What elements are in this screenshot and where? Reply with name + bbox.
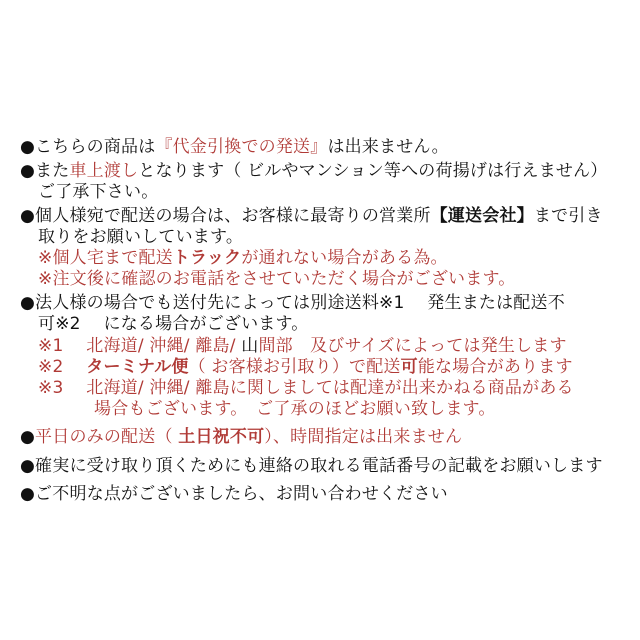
carrier-highlight: 【運送会社】 xyxy=(430,206,534,226)
notice-text: は出来ません。 xyxy=(327,137,449,157)
possible-highlight: 可 xyxy=(400,357,418,377)
note-3-row xyxy=(38,377,574,399)
notice-cod xyxy=(20,136,449,158)
notice-text: 法人様の場合でも送付先によっては別途送料※1 発生または配送不 xyxy=(35,293,565,313)
note-text: 山 xyxy=(241,336,259,356)
note-text: が通れない場合がある為。 xyxy=(241,248,448,268)
notice-text: 平日のみの配送（ xyxy=(35,427,179,447)
note-3-row-cont xyxy=(94,398,496,420)
notice-text: ）、時間指定は出来ません xyxy=(264,427,463,447)
note-text: ※個人宅まで配送 xyxy=(38,248,173,268)
notice-text: また xyxy=(35,161,70,181)
notice-text: こちらの商品は xyxy=(35,137,156,157)
weekend-highlight: 土日祝不可 xyxy=(178,427,265,447)
terminal-highlight: ターミナル便 xyxy=(86,357,189,377)
notice-contact xyxy=(20,483,448,505)
bullet-icon: ● xyxy=(20,484,36,504)
note-text: ※注文後に確認のお電話をさせていただく場合がございます。 xyxy=(38,269,516,289)
bullet-icon: ● xyxy=(20,161,36,181)
notice-phone xyxy=(20,455,603,477)
bullet-icon: ● xyxy=(20,137,36,157)
bullet-icon: ● xyxy=(20,293,36,313)
note-text: 能な場合があります xyxy=(417,357,573,377)
notice-individual xyxy=(20,205,603,227)
note-text: 場合もございます。 ご了承のほどお願い致します。 xyxy=(94,399,496,419)
bullet-icon: ● xyxy=(20,427,36,447)
notice-text: となります（ ビルやマンション等への荷揚げは行えません） xyxy=(138,161,608,181)
notice-curbside xyxy=(20,160,608,182)
note-text: ※3 北海道/ 沖縄/ 離島に関しましては配達が出来かねる商品がある xyxy=(38,378,574,398)
notice-individual-cont xyxy=(38,226,243,248)
cod-highlight: 『代金引換での発送』 xyxy=(155,137,328,157)
note-1-row xyxy=(38,335,567,357)
bullet-icon: ● xyxy=(20,456,36,476)
notice-text: 可※2 になる場合がございます。 xyxy=(38,314,309,334)
notice-curbside-cont xyxy=(38,181,158,203)
notice-text: 取りをお願いしています。 xyxy=(38,227,244,247)
note-text: ※2 xyxy=(38,357,87,377)
curbside-highlight: 車上渡し xyxy=(69,161,139,181)
notice-weekdays xyxy=(20,426,462,448)
truck-highlight: トラック xyxy=(172,248,242,268)
notice-text: ご了承下さい。 xyxy=(38,182,159,202)
notice-text: まで引き xyxy=(533,206,603,226)
notice-text: 個人様宛で配送の場合は、お客様に最寄りの営業所 xyxy=(35,206,431,226)
note-text: ※1 北海道/ 沖縄/ 離島/ xyxy=(38,336,242,356)
notice-corporate xyxy=(20,292,565,314)
notice-individual-note2 xyxy=(38,268,515,290)
note-text: 間部 及びサイズによっては発生します xyxy=(258,336,567,356)
note-2-row xyxy=(38,356,573,378)
notice-text: 確実に受け取り頂くためにも連絡の取れる電話番号の記載をお願いします xyxy=(35,456,603,476)
notice-individual-note1 xyxy=(38,247,448,269)
notice-corporate-cont xyxy=(38,313,309,335)
note-text: （ お客様お引取り）で配送 xyxy=(188,357,401,377)
notice-text: ご不明な点がございましたら、お問い合わせください xyxy=(35,484,448,504)
bullet-icon: ● xyxy=(20,206,36,226)
